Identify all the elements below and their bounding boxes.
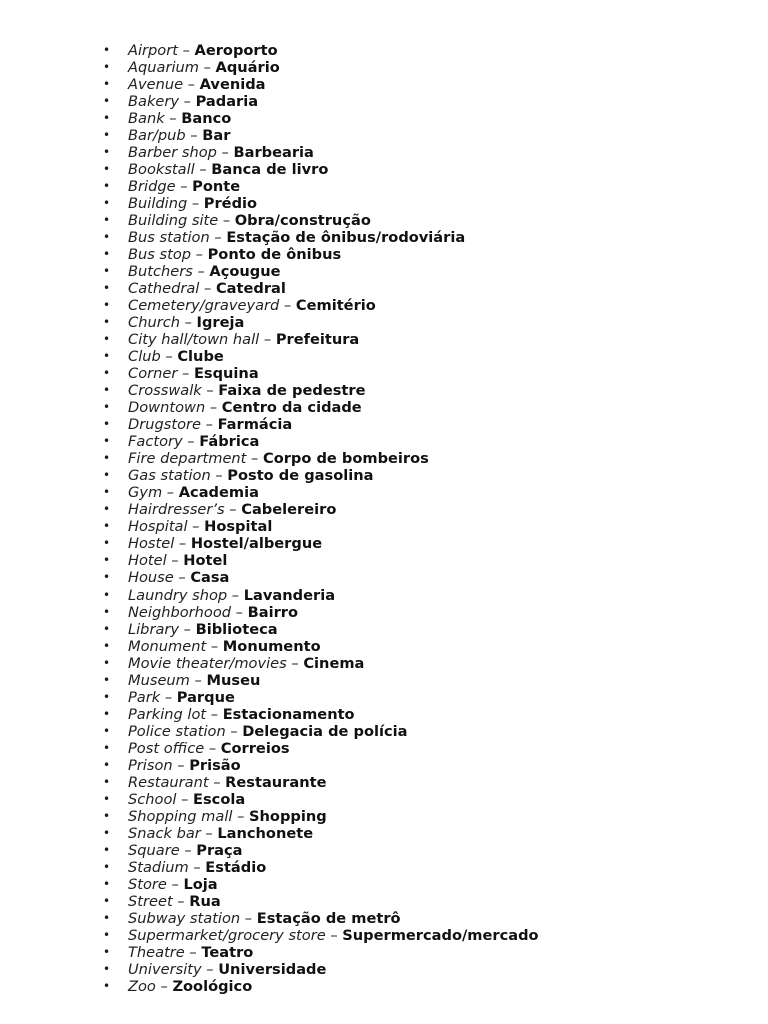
list-item: [0, 450, 768, 467]
bullet-icon: •: [103, 213, 111, 228]
english-term: Cathedral: [128, 280, 200, 298]
english-term: Barber shop: [128, 144, 217, 162]
list-item: [0, 42, 768, 59]
english-term: Snack bar: [128, 824, 201, 842]
separator-dash: –: [208, 773, 226, 791]
list-item: [0, 638, 768, 655]
portuguese-term: Farmácia: [217, 416, 293, 434]
bullet-icon: •: [103, 774, 111, 789]
bullet-icon: •: [103, 944, 111, 959]
portuguese-term: Posto de gasolina: [227, 467, 374, 485]
portuguese-term: Avenida: [199, 76, 266, 94]
english-term: Cemetery/graveyard: [128, 297, 280, 315]
portuguese-term: Bar: [202, 127, 231, 145]
english-term: Neighborhood: [128, 603, 232, 621]
portuguese-term: Catedral: [215, 280, 286, 298]
list-item: [0, 263, 768, 280]
bullet-icon: •: [103, 434, 111, 449]
bullet-icon: •: [103, 383, 111, 398]
list-item: [0, 229, 768, 246]
portuguese-term: Universidade: [218, 960, 327, 978]
separator-dash: –: [206, 705, 223, 723]
english-term: Supermarket/grocery store: [128, 926, 326, 944]
portuguese-term: Aquário: [215, 59, 280, 77]
english-term: Avenue: [128, 76, 184, 94]
list-item: [0, 212, 768, 229]
bullet-icon: •: [103, 281, 111, 296]
list-item: [0, 961, 768, 978]
bullet-icon: •: [103, 485, 111, 500]
bullet-icon: •: [103, 757, 111, 772]
bullet-icon: •: [103, 264, 111, 279]
bullet-icon: •: [103, 587, 111, 602]
separator-dash: –: [200, 824, 218, 842]
english-term: Police station: [128, 722, 226, 740]
list-item: [0, 757, 768, 774]
english-term: Factory: [128, 433, 183, 451]
bullet-icon: •: [103, 910, 111, 925]
english-term: Bakery: [128, 93, 180, 111]
list-item: [0, 978, 768, 995]
separator-dash: –: [286, 654, 304, 672]
separator-dash: –: [164, 110, 182, 128]
list-item: [0, 689, 768, 706]
portuguese-term: Estação de ônibus/rodoviária: [226, 229, 466, 247]
separator-dash: –: [201, 382, 219, 400]
document-page: [0, 42, 768, 995]
separator-dash: –: [160, 688, 177, 706]
portuguese-term: Bairro: [247, 603, 299, 621]
portuguese-term: Clube: [177, 348, 224, 366]
list-item: [0, 280, 768, 297]
portuguese-term: Estação de metrô: [256, 909, 401, 927]
english-term: Building site: [128, 212, 219, 230]
bullet-icon: •: [103, 672, 111, 687]
english-term: Gas station: [128, 467, 211, 485]
list-item: [0, 587, 768, 604]
separator-dash: –: [259, 331, 276, 349]
bullet-icon: •: [103, 502, 111, 517]
english-term: Post office: [128, 739, 205, 757]
english-term: Corner: [128, 365, 178, 383]
portuguese-term: Lavanderia: [243, 586, 336, 604]
separator-dash: –: [192, 263, 210, 281]
portuguese-term: Banco: [181, 110, 232, 128]
english-term: Hostel: [128, 535, 175, 553]
list-item: [0, 178, 768, 195]
english-term: Square: [128, 841, 180, 859]
portuguese-term: Barbearia: [233, 144, 314, 162]
english-term: Butchers: [128, 263, 193, 281]
portuguese-term: Banca de livro: [211, 161, 329, 179]
english-term: Downtown: [128, 399, 206, 417]
english-term: Monument: [128, 637, 207, 655]
portuguese-term: Museu: [206, 671, 261, 689]
bullet-icon: •: [103, 876, 111, 891]
english-term: Aquarium: [128, 59, 199, 77]
bullet-icon: •: [103, 706, 111, 721]
separator-dash: –: [187, 195, 204, 213]
bullet-icon: •: [103, 247, 111, 262]
english-term: Stadium: [128, 858, 189, 876]
english-term: Museum: [128, 671, 190, 689]
portuguese-term: Igreja: [196, 314, 245, 332]
english-term: Prison: [128, 756, 173, 774]
list-item: [0, 246, 768, 263]
list-item: [0, 348, 768, 365]
bullet-icon: •: [103, 655, 111, 670]
separator-dash: –: [183, 76, 200, 94]
vocabulary-list: [0, 42, 768, 995]
list-item: [0, 791, 768, 808]
portuguese-term: Centro da cidade: [221, 399, 362, 417]
list-item: [0, 93, 768, 110]
english-term: Zoo: [128, 977, 156, 995]
separator-dash: –: [279, 297, 296, 315]
portuguese-term: Correios: [220, 739, 290, 757]
bullet-icon: •: [103, 621, 111, 636]
separator-dash: –: [246, 450, 263, 468]
portuguese-term: Hotel: [183, 552, 228, 570]
separator-dash: –: [218, 212, 235, 230]
list-item: [0, 518, 768, 535]
list-item: [0, 59, 768, 76]
bullet-icon: •: [103, 43, 111, 57]
separator-dash: –: [325, 926, 343, 944]
bullet-icon: •: [103, 961, 111, 976]
list-item: [0, 399, 768, 416]
list-item: [0, 944, 768, 961]
bullet-icon: •: [103, 723, 111, 738]
bullet-icon: •: [103, 808, 111, 823]
portuguese-term: Cemitério: [295, 297, 376, 315]
bullet-icon: •: [103, 689, 111, 704]
bullet-icon: •: [103, 230, 111, 245]
list-item: [0, 127, 768, 144]
list-item: [0, 774, 768, 791]
portuguese-term: Escola: [193, 790, 246, 808]
separator-dash: –: [175, 178, 193, 196]
list-item: [0, 740, 768, 757]
english-term: City hall/town hall: [128, 331, 260, 349]
portuguese-term: Loja: [183, 875, 218, 893]
bullet-icon: •: [103, 196, 111, 211]
english-term: Park: [128, 688, 161, 706]
list-item: [0, 382, 768, 399]
list-item: [0, 723, 768, 740]
list-item: [0, 706, 768, 723]
english-term: Drugstore: [128, 416, 201, 434]
portuguese-term: Prefeitura: [275, 331, 360, 349]
bullet-icon: •: [103, 604, 111, 619]
english-term: Hotel: [128, 552, 167, 570]
english-term: Hospital: [128, 518, 188, 536]
portuguese-term: Obra/construção: [234, 212, 371, 230]
separator-dash: –: [231, 603, 248, 621]
bullet-icon: •: [103, 978, 111, 993]
portuguese-term: Zoológico: [172, 977, 253, 995]
bullet-icon: •: [103, 536, 111, 551]
separator-dash: –: [216, 144, 234, 162]
portuguese-term: Estádio: [205, 858, 267, 876]
bullet-icon: •: [103, 859, 111, 874]
english-term: Street: [128, 892, 173, 910]
english-term: Airport: [128, 42, 178, 59]
bullet-icon: •: [103, 740, 111, 755]
english-term: Bridge: [128, 178, 176, 196]
list-item: [0, 110, 768, 127]
english-term: Gym: [128, 484, 163, 502]
separator-dash: –: [174, 535, 191, 553]
portuguese-term: Ponte: [192, 178, 241, 196]
list-item: [0, 927, 768, 944]
english-term: Building: [128, 195, 188, 213]
english-term: Crosswalk: [128, 382, 202, 400]
portuguese-term: Prisão: [189, 756, 241, 774]
list-item: [0, 859, 768, 876]
english-term: Bus stop: [128, 246, 192, 264]
bullet-icon: •: [103, 315, 111, 330]
separator-dash: –: [188, 858, 206, 876]
separator-dash: –: [179, 93, 196, 111]
portuguese-term: Supermercado/mercado: [342, 926, 539, 944]
separator-dash: –: [209, 229, 227, 247]
list-item: [0, 501, 768, 518]
separator-dash: –: [191, 246, 208, 264]
english-term: Fire department: [128, 450, 247, 468]
separator-dash: –: [210, 467, 228, 485]
separator-dash: –: [179, 620, 196, 638]
portuguese-term: Rua: [189, 892, 221, 910]
english-term: House: [128, 569, 174, 587]
list-item: [0, 314, 768, 331]
list-item: [0, 552, 768, 569]
separator-dash: –: [162, 484, 179, 502]
portuguese-term: Fábrica: [199, 433, 260, 451]
separator-dash: –: [189, 671, 207, 689]
list-item: [0, 655, 768, 672]
list-item: [0, 331, 768, 348]
bullet-icon: •: [103, 553, 111, 568]
separator-dash: –: [198, 59, 216, 77]
list-item: [0, 484, 768, 501]
portuguese-term: Hospital: [204, 518, 273, 536]
list-item: [0, 569, 768, 586]
portuguese-term: Delegacia de polícia: [242, 722, 408, 740]
bullet-icon: •: [103, 791, 111, 806]
portuguese-term: Prédio: [203, 195, 258, 213]
portuguese-term: Teatro: [201, 943, 254, 961]
list-item: [0, 433, 768, 450]
separator-dash: –: [232, 807, 250, 825]
portuguese-term: Corpo de bombeiros: [262, 450, 429, 468]
list-item: [0, 808, 768, 825]
portuguese-term: Monumento: [222, 637, 321, 655]
portuguese-term: Estacionamento: [222, 705, 355, 723]
list-item: [0, 825, 768, 842]
separator-dash: –: [176, 790, 194, 808]
separator-dash: –: [172, 892, 190, 910]
english-term: Bar/pub: [128, 127, 186, 145]
english-term: Subway station: [128, 909, 241, 927]
bullet-icon: •: [103, 111, 111, 126]
english-term: Bank: [128, 110, 165, 128]
separator-dash: –: [201, 960, 219, 978]
english-term: Bookstall: [128, 161, 195, 179]
bullet-icon: •: [103, 927, 111, 942]
portuguese-term: Hostel/albergue: [190, 535, 323, 553]
english-term: School: [128, 790, 177, 808]
list-item: [0, 365, 768, 382]
list-item: [0, 76, 768, 93]
separator-dash: –: [177, 365, 194, 383]
english-term: Library: [128, 620, 180, 638]
english-term: Bus station: [128, 229, 210, 247]
separator-dash: –: [172, 756, 190, 774]
english-term: Shopping mall: [128, 807, 233, 825]
separator-dash: –: [224, 501, 242, 519]
list-item: [0, 672, 768, 689]
list-item: [0, 297, 768, 314]
bullet-icon: •: [103, 94, 111, 109]
separator-dash: –: [155, 977, 173, 995]
bullet-icon: •: [103, 825, 111, 840]
separator-dash: –: [173, 569, 191, 587]
english-term: Hairdresser’s: [128, 501, 225, 519]
separator-dash: –: [185, 127, 203, 145]
list-item: [0, 161, 768, 178]
portuguese-term: Ponto de ônibus: [207, 246, 342, 264]
english-term: Movie theater/movies: [128, 654, 287, 672]
portuguese-term: Cinema: [303, 654, 365, 672]
bullet-icon: •: [103, 842, 111, 857]
bullet-icon: •: [103, 519, 111, 534]
bullet-icon: •: [103, 638, 111, 653]
separator-dash: –: [240, 909, 257, 927]
separator-dash: –: [200, 416, 218, 434]
list-item: [0, 195, 768, 212]
portuguese-term: Restaurante: [225, 773, 327, 791]
bullet-icon: •: [103, 179, 111, 194]
bullet-icon: •: [103, 893, 111, 908]
portuguese-term: Lanchonete: [217, 824, 314, 842]
english-term: Store: [128, 875, 167, 893]
list-item: [0, 416, 768, 433]
portuguese-term: Açougue: [209, 263, 281, 281]
separator-dash: –: [182, 433, 200, 451]
list-item: [0, 535, 768, 552]
separator-dash: –: [187, 518, 205, 536]
list-item: [0, 893, 768, 910]
bullet-icon: •: [103, 298, 111, 313]
english-term: Theatre: [128, 943, 185, 961]
separator-dash: –: [199, 280, 216, 298]
list-item: [0, 842, 768, 859]
bullet-icon: •: [103, 162, 111, 177]
list-item: [0, 467, 768, 484]
separator-dash: –: [227, 586, 244, 604]
separator-dash: –: [204, 739, 221, 757]
portuguese-term: Esquina: [193, 365, 259, 383]
bullet-icon: •: [103, 366, 111, 381]
bullet-icon: •: [103, 570, 111, 585]
bullet-icon: •: [103, 145, 111, 160]
separator-dash: –: [166, 875, 184, 893]
list-item: [0, 876, 768, 893]
separator-dash: –: [160, 348, 178, 366]
list-item: [0, 604, 768, 621]
english-term: Church: [128, 314, 180, 332]
separator-dash: –: [179, 314, 197, 332]
english-term: Club: [128, 348, 161, 366]
bullet-icon: •: [103, 400, 111, 415]
list-item: [0, 621, 768, 638]
portuguese-term: Praça: [196, 841, 243, 859]
separator-dash: –: [225, 722, 243, 740]
bullet-icon: •: [103, 60, 111, 75]
bullet-icon: •: [103, 417, 111, 432]
english-term: Parking lot: [128, 705, 207, 723]
portuguese-term: Padaria: [195, 93, 259, 111]
portuguese-term: Casa: [190, 569, 230, 587]
separator-dash: –: [177, 42, 195, 59]
portuguese-term: Shopping: [249, 807, 327, 825]
separator-dash: –: [184, 943, 202, 961]
portuguese-term: Faixa de pedestre: [218, 382, 366, 400]
portuguese-term: Aeroporto: [194, 42, 278, 59]
bullet-icon: •: [103, 332, 111, 347]
list-item: [0, 144, 768, 161]
portuguese-term: Cabelereiro: [241, 501, 337, 519]
separator-dash: –: [166, 552, 184, 570]
english-term: Laundry shop: [128, 586, 228, 604]
list-item: [0, 910, 768, 927]
portuguese-term: Biblioteca: [195, 620, 278, 638]
portuguese-term: Parque: [176, 688, 235, 706]
english-term: University: [128, 960, 202, 978]
separator-dash: –: [205, 399, 222, 417]
portuguese-term: Academia: [178, 484, 259, 502]
bullet-icon: •: [103, 128, 111, 143]
separator-dash: –: [206, 637, 223, 655]
bullet-icon: •: [103, 468, 111, 483]
separator-dash: –: [194, 161, 212, 179]
bullet-icon: •: [103, 349, 111, 364]
bullet-icon: •: [103, 451, 111, 466]
bullet-icon: •: [103, 77, 111, 92]
english-term: Restaurant: [128, 773, 209, 791]
separator-dash: –: [179, 841, 197, 859]
